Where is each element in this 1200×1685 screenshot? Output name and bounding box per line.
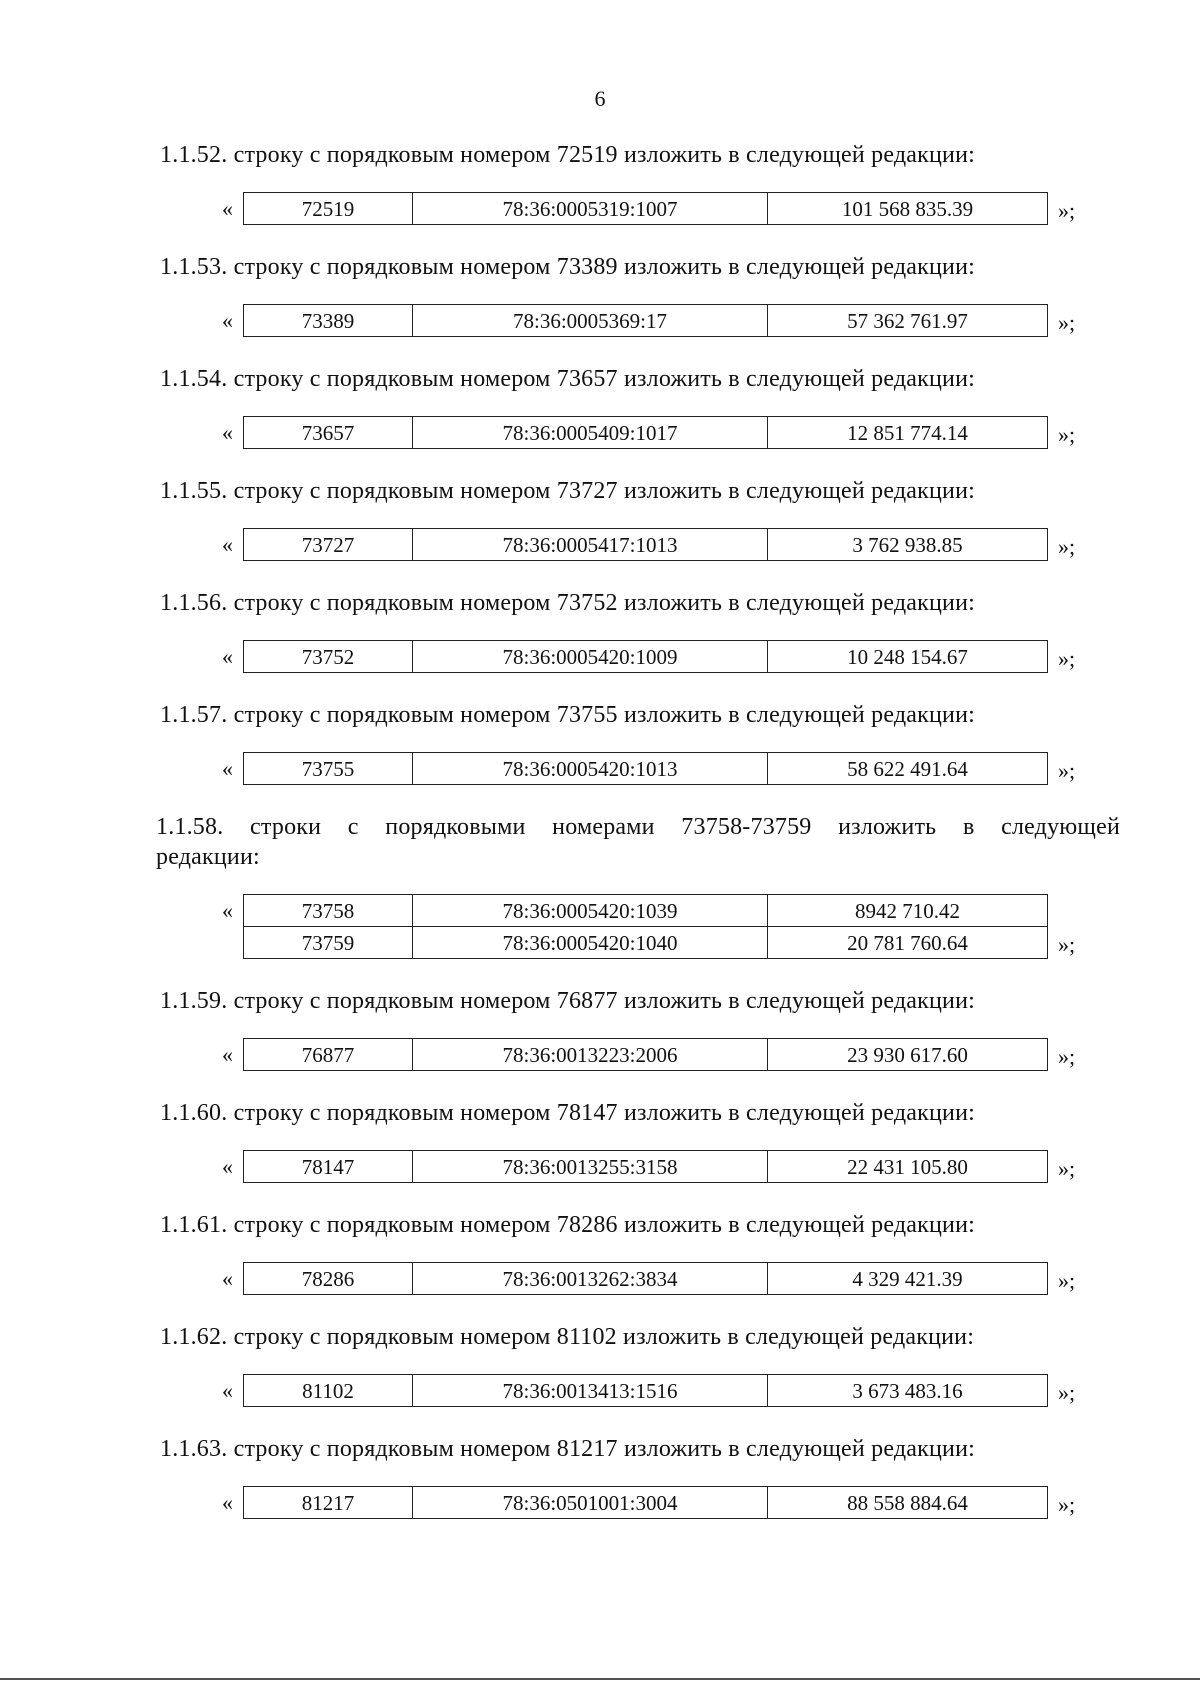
value-cell: 4 329 421.39 — [768, 1263, 1048, 1295]
value-cell: 101 568 835.39 — [768, 193, 1048, 225]
table-row — [244, 895, 1048, 927]
value-cell: 88 558 884.64 — [768, 1487, 1048, 1519]
quoted-row-block — [160, 416, 1120, 450]
table-row — [244, 1151, 1048, 1183]
cadastral-number-cell: 78:36:0005420:1013 — [413, 753, 768, 785]
quoted-row-block — [160, 192, 1120, 226]
closing-quote: »; — [1058, 534, 1076, 559]
closing-quote: »; — [1058, 758, 1076, 783]
closing-quote: »; — [1058, 198, 1076, 223]
row-number-cell: 76877 — [244, 1039, 413, 1071]
scan-edge-line — [0, 1678, 1200, 1680]
page-number: 6 — [594, 86, 606, 111]
row-number-cell: 73759 — [244, 927, 413, 959]
clause-1-1-60 — [160, 1098, 1120, 1184]
cadastral-number-cell: 78:36:0005420:1009 — [413, 641, 768, 673]
quoted-row-block — [160, 640, 1120, 674]
value-cell: 3 673 483.16 — [768, 1375, 1048, 1407]
clause-1-1-54 — [160, 364, 1120, 450]
clause-text: 1.1.55. строку с порядковым номером 73727 изложить в следующей редакции: — [160, 478, 975, 504]
register-row-table — [243, 304, 1048, 337]
cadastral-number-cell: 78:36:0005369:17 — [413, 305, 768, 337]
register-row-table — [243, 752, 1048, 785]
cadastral-number-cell: 78:36:0005417:1013 — [413, 529, 768, 561]
row-number-cell: 78147 — [244, 1151, 413, 1183]
row-number-cell: 81102 — [244, 1375, 413, 1407]
clause-text: 1.1.61. строку с порядковым номером 78286 изложить в следующей редакции: — [160, 1212, 975, 1238]
clause-1-1-62 — [160, 1322, 1120, 1408]
closing-quote: »; — [1058, 646, 1076, 671]
quoted-row-block — [160, 1038, 1120, 1072]
opening-quote: « — [222, 1490, 233, 1515]
clause-1-1-59 — [160, 986, 1120, 1072]
row-number-cell: 73758 — [244, 895, 413, 927]
amendments-list — [156, 140, 1120, 1546]
table-row — [244, 417, 1048, 449]
value-cell: 3 762 938.85 — [768, 529, 1048, 561]
clause-text: 1.1.62. строку с порядковым номером 81102 изложить в следующей редакции: — [160, 1324, 975, 1350]
value-cell: 23 930 617.60 — [768, 1039, 1048, 1071]
row-number-cell: 81217 — [244, 1487, 413, 1519]
value-cell: 58 622 491.64 — [768, 753, 1048, 785]
opening-quote: « — [222, 1266, 233, 1291]
clause-1-1-53 — [160, 252, 1120, 338]
opening-quote: « — [222, 644, 233, 669]
register-row-table — [243, 416, 1048, 449]
cadastral-number-cell: 78:36:0013262:3834 — [413, 1263, 768, 1295]
opening-quote: « — [222, 308, 233, 333]
cadastral-number-cell: 78:36:0013413:1516 — [413, 1375, 768, 1407]
quoted-row-block — [160, 752, 1120, 786]
register-row-table — [243, 640, 1048, 673]
cadastral-number-cell: 78:36:0005420:1039 — [413, 895, 768, 927]
opening-quote: « — [222, 1154, 233, 1179]
row-number-cell: 73727 — [244, 529, 413, 561]
closing-quote: »; — [1058, 1044, 1076, 1069]
value-cell: 57 362 761.97 — [768, 305, 1048, 337]
opening-quote: « — [222, 532, 233, 557]
row-number-cell: 73755 — [244, 753, 413, 785]
value-cell: 20 781 760.64 — [768, 927, 1048, 959]
opening-quote: « — [222, 420, 233, 445]
row-number-cell: 73657 — [244, 417, 413, 449]
clause-1-1-55 — [160, 476, 1120, 562]
value-cell: 8942 710.42 — [768, 895, 1048, 927]
closing-quote: »; — [1058, 310, 1076, 335]
table-row — [244, 927, 1048, 959]
cadastral-number-cell: 78:36:0005319:1007 — [413, 193, 768, 225]
clause-text: 1.1.53. строку с порядковым номером 73389 изложить в следующей редакции: — [160, 254, 975, 280]
register-row-table — [243, 1262, 1048, 1295]
table-row — [244, 1039, 1048, 1071]
clause-1-1-61 — [160, 1210, 1120, 1296]
clause-text: 1.1.52. строку с порядковым номером 72519 изложить в следующей редакции: — [160, 142, 975, 168]
clause-text: 1.1.57. строку с порядковым номером 73755 изложить в следующей редакции: — [160, 702, 975, 728]
row-number-cell: 73389 — [244, 305, 413, 337]
table-row — [244, 1263, 1048, 1295]
register-row-table — [243, 1374, 1048, 1407]
register-row-table — [243, 192, 1048, 225]
clause-text: 1.1.63. строку с порядковым номером 81217 изложить в следующей редакции: — [160, 1436, 975, 1462]
table-row — [244, 1487, 1048, 1519]
value-cell: 22 431 105.80 — [768, 1151, 1048, 1183]
opening-quote: « — [222, 1042, 233, 1067]
quoted-row-block — [160, 894, 1120, 960]
row-number-cell: 73752 — [244, 641, 413, 673]
clause-1-1-56 — [160, 588, 1120, 674]
opening-quote: « — [222, 898, 233, 923]
row-number-cell: 78286 — [244, 1263, 413, 1295]
register-row-table — [243, 1486, 1048, 1519]
opening-quote: « — [222, 196, 233, 221]
quoted-row-block — [160, 528, 1120, 562]
quoted-row-block — [160, 304, 1120, 338]
register-row-table — [243, 1150, 1048, 1183]
cadastral-number-cell: 78:36:0501001:3004 — [413, 1487, 768, 1519]
value-cell: 10 248 154.67 — [768, 641, 1048, 673]
table-row — [244, 641, 1048, 673]
clause-text: 1.1.54. строку с порядковым номером 73657 изложить в следующей редакции: — [160, 366, 975, 392]
clause-1-1-52 — [160, 140, 1120, 226]
opening-quote: « — [222, 756, 233, 781]
clause-text: 1.1.59. строку с порядковым номером 76877 изложить в следующей редакции: — [160, 988, 975, 1014]
table-row — [244, 1375, 1048, 1407]
cadastral-number-cell: 78:36:0013223:2006 — [413, 1039, 768, 1071]
clause-1-1-63 — [160, 1434, 1120, 1520]
closing-quote: »; — [1058, 1492, 1076, 1517]
quoted-row-block — [160, 1374, 1120, 1408]
row-number-cell: 72519 — [244, 193, 413, 225]
table-row — [244, 305, 1048, 337]
table-row — [244, 753, 1048, 785]
clause-1-1-58 — [156, 812, 1120, 960]
register-row-table — [243, 894, 1048, 959]
clause-text: 1.1.58. строки с порядковыми номерами 73758-73759 изложить в следующей редакции: — [156, 814, 1120, 870]
closing-quote: »; — [1058, 1380, 1076, 1405]
register-row-table — [243, 528, 1048, 561]
value-cell: 12 851 774.14 — [768, 417, 1048, 449]
quoted-row-block — [160, 1262, 1120, 1296]
clause-text: 1.1.60. строку с порядковым номером 78147 изложить в следующей редакции: — [160, 1100, 975, 1126]
closing-quote: »; — [1058, 1156, 1076, 1181]
table-row — [244, 193, 1048, 225]
cadastral-number-cell: 78:36:0013255:3158 — [413, 1151, 768, 1183]
opening-quote: « — [222, 1378, 233, 1403]
clause-1-1-57 — [160, 700, 1120, 786]
quoted-row-block — [160, 1486, 1120, 1520]
quoted-row-block — [160, 1150, 1120, 1184]
clause-text: 1.1.56. строку с порядковым номером 73752 изложить в следующей редакции: — [160, 590, 975, 616]
closing-quote: »; — [1058, 1268, 1076, 1293]
table-row — [244, 529, 1048, 561]
register-row-table — [243, 1038, 1048, 1071]
cadastral-number-cell: 78:36:0005409:1017 — [413, 417, 768, 449]
closing-quote: »; — [1058, 932, 1076, 957]
closing-quote: »; — [1058, 422, 1076, 447]
cadastral-number-cell: 78:36:0005420:1040 — [413, 927, 768, 959]
